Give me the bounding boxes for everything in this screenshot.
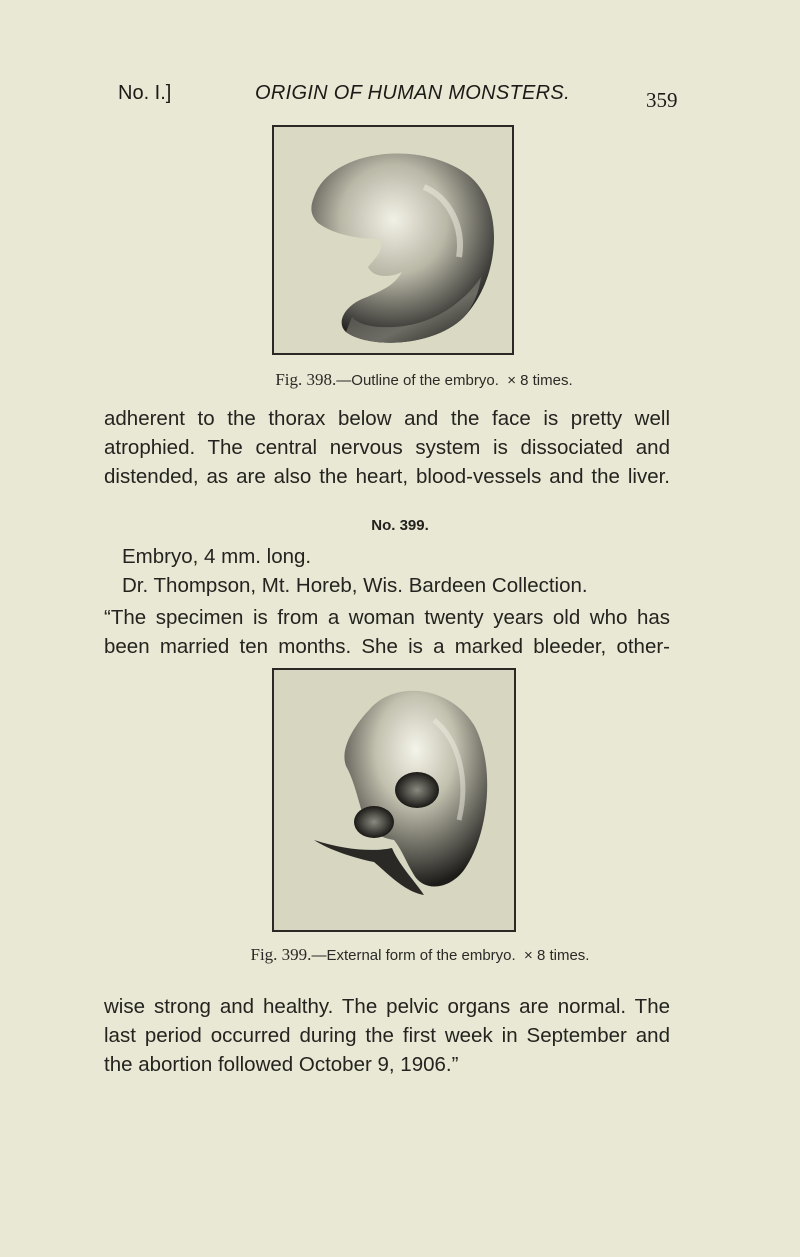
- figure-398-label: Fig. 398.: [275, 370, 337, 389]
- figure-399-magnification: × 8 times.: [524, 947, 590, 964]
- paragraph-1: [104, 404, 670, 491]
- paragraph-line: the abortion followed October 9, 1906.”: [104, 1053, 459, 1076]
- case-source: Dr. Thompson, Mt. Horeb, Wis. Bardeen Collection.: [122, 574, 588, 597]
- case-heading: No. 399.: [371, 517, 429, 534]
- case-size: Embryo, 4 mm. long.: [122, 545, 312, 568]
- figure-399-caption: [20, 945, 800, 965]
- section-number: No. I.]: [118, 82, 172, 104]
- paragraph-line: atrophied. The central nervous system is dissociated and: [104, 436, 670, 459]
- figure-398-embryo-outline: [272, 125, 514, 355]
- page-number: 359: [646, 88, 678, 112]
- paragraph-line: been married ten months. She is a marked bleeder, other-: [104, 635, 670, 658]
- figure-399-label: Fig. 399.: [250, 945, 312, 964]
- running-head: [0, 82, 800, 112]
- figure-399-embryo-external-form: [272, 668, 516, 932]
- paragraph-line: distended, as are also the heart, blood-vessels and the liver.: [104, 465, 670, 488]
- running-title: ORIGIN OF HUMAN MONSTERS.: [255, 82, 570, 104]
- paragraph-line: “The specimen is from a woman twenty years old who has: [104, 606, 670, 629]
- paragraph-line: wise strong and healthy. The pelvic organs are normal. The: [104, 995, 670, 1018]
- paragraph-line: adherent to the thorax below and the face is pretty well: [104, 407, 670, 430]
- figure-398-caption-text: —Outline of the embryo.: [336, 372, 499, 389]
- paragraph-2: [104, 603, 670, 661]
- figure-398-magnification: × 8 times.: [507, 372, 573, 389]
- figure-399-caption-text: —External form of the embryo.: [311, 947, 516, 964]
- figure-398-caption: [24, 370, 800, 390]
- paragraph-3: [104, 992, 670, 1079]
- embryo-external-form-illustration: [274, 670, 514, 930]
- embryo-outline-illustration: [274, 127, 512, 353]
- paragraph-line: last period occurred during the first week in September and: [104, 1024, 670, 1047]
